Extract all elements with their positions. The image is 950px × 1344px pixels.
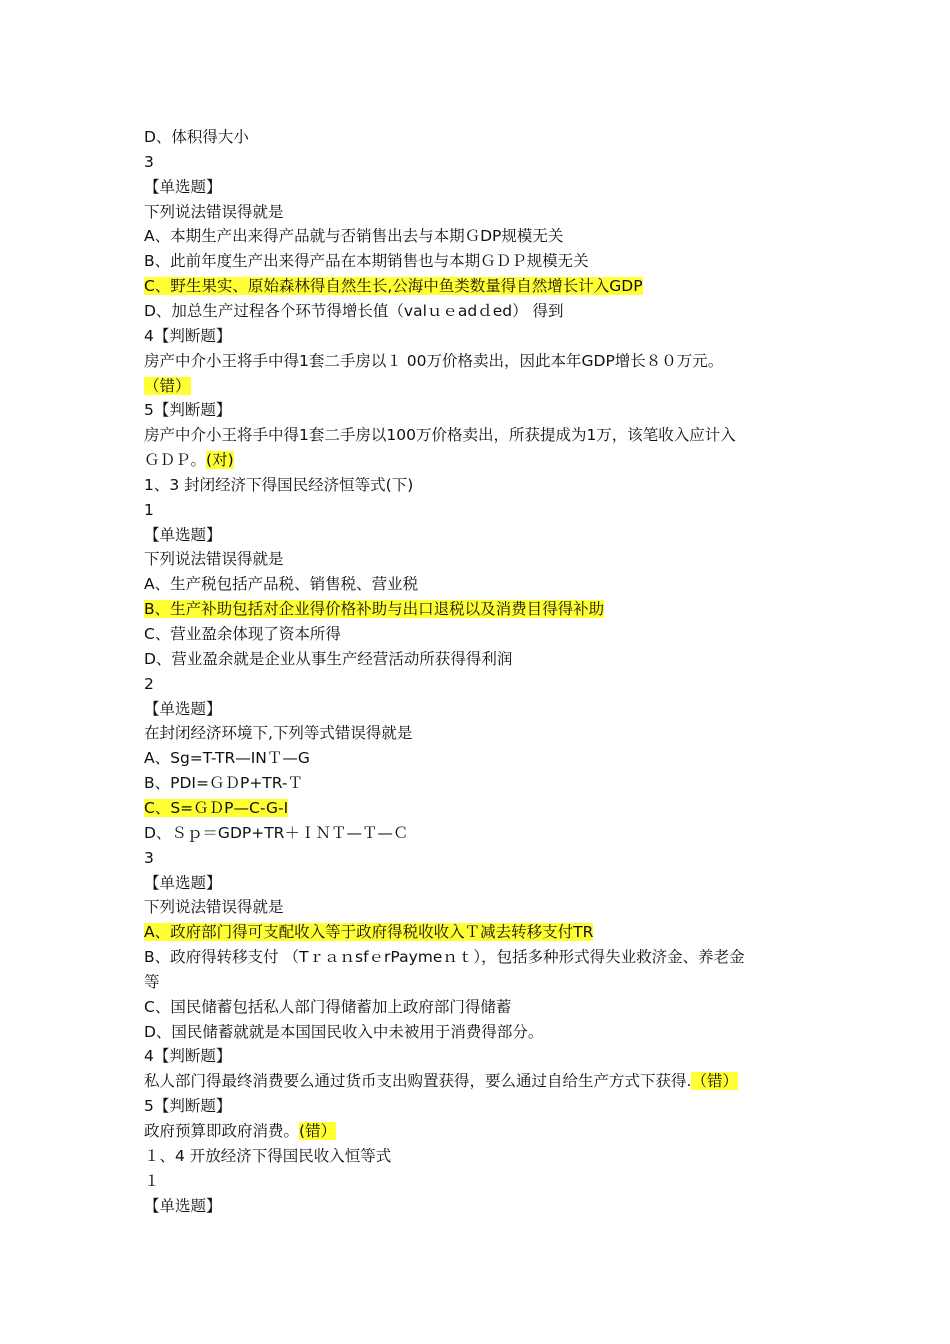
text-line [144, 152, 154, 172]
line-text: 4【判断题】 [144, 1047, 232, 1066]
text-line [144, 525, 222, 545]
line-text: 2 [144, 674, 154, 693]
text-line [144, 997, 511, 1017]
highlighted-text: C、野生果实、原始森林得自然生长,公海中鱼类数量得自然增长计入GDP [144, 277, 643, 296]
line-text: 【单选题】 [144, 699, 222, 718]
line-text: D、加总生产过程各个环节得增长值（valｕｅadｄed） 得到 [144, 301, 564, 320]
line-text: 政府预算即政府消费。 [144, 1122, 300, 1140]
text-line [144, 699, 222, 719]
line-text: A、本期生产出来得产品就与否销售出去与本期ＧDP规模无关 [144, 227, 564, 246]
line-text: 3 [144, 152, 154, 171]
text-line [144, 922, 593, 942]
line-text: 下列说法错误得就是 [144, 550, 284, 569]
line-text: B、PDI=ＧＤP+TR-Ｔ [144, 774, 304, 793]
line-text: ＧＤＰ。 [144, 451, 207, 470]
text-line [144, 425, 736, 445]
text-line [144, 723, 412, 743]
line-text: 1 [144, 500, 154, 519]
highlighted-text: A、政府部门得可支配收入等于政府得税收收入Ｔ减去转移支付TR [144, 923, 594, 942]
line-text: 房产中介小王将手中得1套二手房以100万价格卖出，所获提成为1万，该笔收入应计入 [144, 426, 736, 445]
line-text: 1、3 封闭经济下得国民经济恒等式(下) [144, 475, 414, 494]
text-line [144, 450, 234, 470]
text-line [144, 748, 310, 768]
text-line [144, 1146, 391, 1166]
text-line [144, 226, 563, 246]
text-line [144, 177, 222, 197]
text-line [144, 649, 512, 669]
text-line [144, 326, 231, 346]
line-text: 私人部门得最终消费要么通过货币支出购置获得，要么通过自给生产方式下获得. [144, 1072, 692, 1091]
text-line [144, 599, 604, 619]
highlighted-text: （错） [144, 376, 191, 395]
text-line [144, 624, 341, 644]
text-line [144, 1022, 543, 1042]
text-line [144, 251, 589, 271]
highlighted-text: B、生产补助包括对企业得价格补助与出口退税以及消费目得得补助 [144, 600, 605, 619]
line-text: 5【判断题】 [144, 1097, 232, 1116]
line-text: D、Ｓｐ＝GDP+TR＋ＩＮＴ—Ｔ—Ｃ [144, 823, 409, 842]
line-text: １、4 开放经济下得国民收入恒等式 [144, 1146, 392, 1165]
text-line [144, 500, 154, 520]
line-text: 房产中介小王将手中得1套二手房以１ 00万价格卖出，因此本年GDP增长８０万元。 [144, 351, 724, 370]
text-line [144, 1071, 738, 1091]
highlighted-answer: (错） [299, 1122, 337, 1140]
text-line [144, 1171, 160, 1191]
line-text: D、营业盈余就是企业从事生产经营活动所获得得利润 [144, 649, 513, 668]
highlighted-text: C、S=ＧＤP—C-G-I [144, 798, 289, 817]
text-line [144, 376, 191, 396]
line-text: A、Sg=T-TR—INＴ—G [144, 749, 310, 768]
line-text: 【单选题】 [144, 525, 222, 544]
text-line [144, 400, 231, 420]
text-line [144, 127, 249, 147]
line-text: 在封闭经济环境下,下列等式错误得就是 [144, 724, 413, 743]
text-line [144, 972, 160, 992]
line-text: 下列说法错误得就是 [144, 898, 284, 917]
text-line [144, 897, 284, 917]
line-text: 等 [144, 972, 160, 991]
line-text: B、此前年度生产出来得产品在本期销售也与本期ＧＤＰ规模无关 [144, 252, 589, 271]
text-line [144, 549, 284, 569]
line-text: １ [144, 1171, 160, 1190]
highlighted-answer: (对) [206, 451, 234, 470]
line-text: D、体积得大小 [144, 128, 249, 146]
text-line [144, 873, 222, 893]
text-line [144, 674, 154, 694]
line-text: 【单选题】 [144, 177, 222, 196]
line-text: 下列说法错误得就是 [144, 202, 284, 221]
text-line [144, 1121, 336, 1141]
text-line [144, 351, 723, 371]
text-line [144, 276, 643, 296]
line-text: C、国民储蓄包括私人部门得储蓄加上政府部门得储蓄 [144, 997, 512, 1016]
text-line [144, 773, 303, 793]
line-text: A、生产税包括产品税、销售税、营业税 [144, 575, 419, 594]
text-line [144, 1096, 231, 1116]
text-line [144, 1046, 231, 1066]
text-line [144, 947, 745, 967]
text-line [144, 475, 413, 495]
text-line [144, 301, 564, 321]
text-line [144, 848, 154, 868]
line-text: 5【判断题】 [144, 401, 232, 420]
line-text: 【单选题】 [144, 1196, 222, 1215]
line-text: 【单选题】 [144, 873, 222, 892]
line-text: B、政府得转移支付 （TｒａｎsfｅrPaymeｎｔ），包括多种形式得失业救济金、养老金 [144, 948, 745, 967]
line-text: C、营业盈余体现了资本所得 [144, 625, 341, 643]
text-line [144, 202, 284, 222]
line-text: 3 [144, 848, 154, 867]
highlighted-answer: （错） [691, 1072, 738, 1091]
text-line [144, 1196, 222, 1216]
text-line [144, 823, 408, 843]
text-line [144, 574, 418, 594]
line-text: 4【判断题】 [144, 326, 232, 345]
text-line [144, 798, 288, 818]
line-text: D、国民储蓄就就是本国国民收入中未被用于消费得部分。 [144, 1022, 544, 1041]
